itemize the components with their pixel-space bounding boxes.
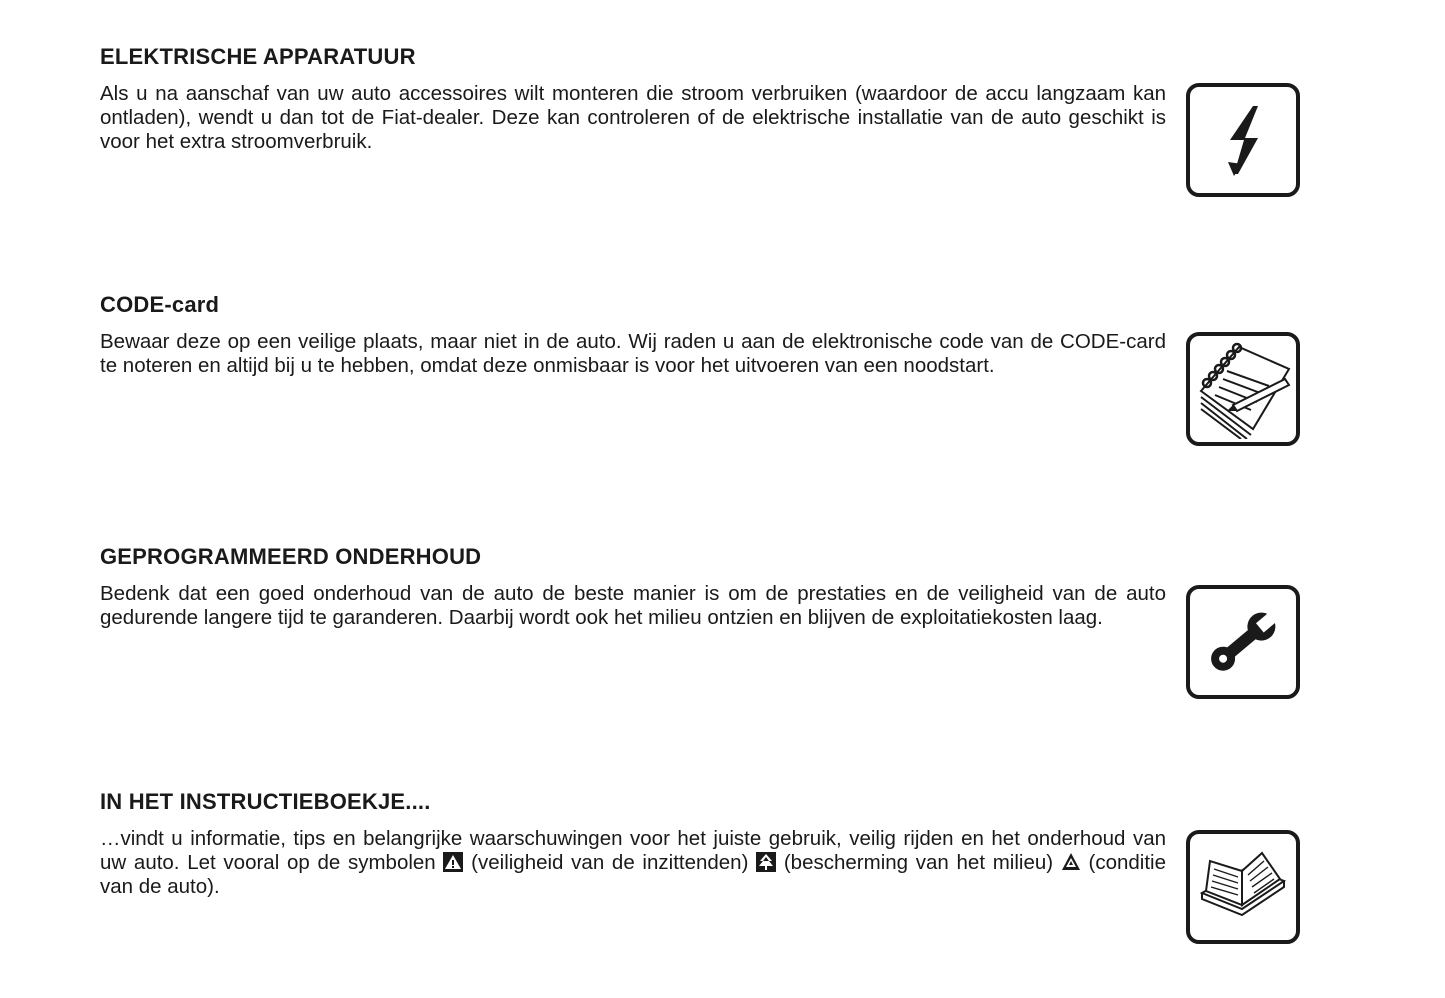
section-heading: CODE-card	[100, 292, 220, 317]
warning-triangle-icon	[443, 852, 463, 872]
car-condition-triangle-icon	[1061, 852, 1081, 872]
section-code-card	[100, 292, 1305, 452]
section-instructieboekje	[100, 789, 1305, 949]
section-geprogrammeerd-onderhoud	[100, 544, 1305, 704]
section-heading: ELEKTRISCHE APPARATUUR	[100, 44, 416, 69]
open-book-icon	[1186, 830, 1300, 944]
text-part-4: (conditie van de auto).	[100, 851, 1167, 898]
environment-tree-icon	[756, 852, 776, 872]
section-elektrische-apparatuur	[100, 44, 1305, 204]
section-heading: IN HET INSTRUCTIEBOEKJE....	[100, 789, 431, 814]
wrench-icon	[1186, 585, 1300, 699]
lightning-bolt-icon	[1186, 83, 1300, 197]
section-body: Bewaar deze op een veilige plaats, maar niet in de auto. Wij raden u aan de elektronische code van de CODE-card te noteren en altijd bij u te hebben, omdat deze onmisbaar is voor het uitvoeren van een noodstart.	[100, 330, 1166, 377]
text-part-3: (bescherming van het milieu)	[783, 851, 1054, 874]
section-body: Bedenk dat een goed onderhoud van de auto de beste manier is om de prestaties en de veiligheid van de auto gedurende langere tijd te garanderen. Daarbij wordt ook het milieu ontzien en blijven de exploitatiekosten laag.	[100, 582, 1166, 629]
text-part-1: …vindt u informatie, tips en belangrijke waarschuwingen voor het juiste gebruik, veilig rijden en het onderhoud van uw auto. Let vooral op de symbolen	[100, 827, 1166, 874]
notepad-pencil-icon	[1186, 332, 1300, 446]
section-body: Als u na aanschaf van uw auto accessoires wilt monteren die stroom verbruiken (waardoor de accu langzaam kan ontladen), wendt u dan tot de Fiat-dealer. Deze kan controleren of de elektrische installatie van de auto geschikt is voor het extra stroomverbruik.	[100, 82, 1166, 153]
text-part-2: (veiligheid van de inzittenden)	[471, 851, 749, 874]
section-body	[100, 827, 1166, 899]
section-heading: GEPROGRAMMEERD ONDERHOUD	[100, 544, 482, 569]
